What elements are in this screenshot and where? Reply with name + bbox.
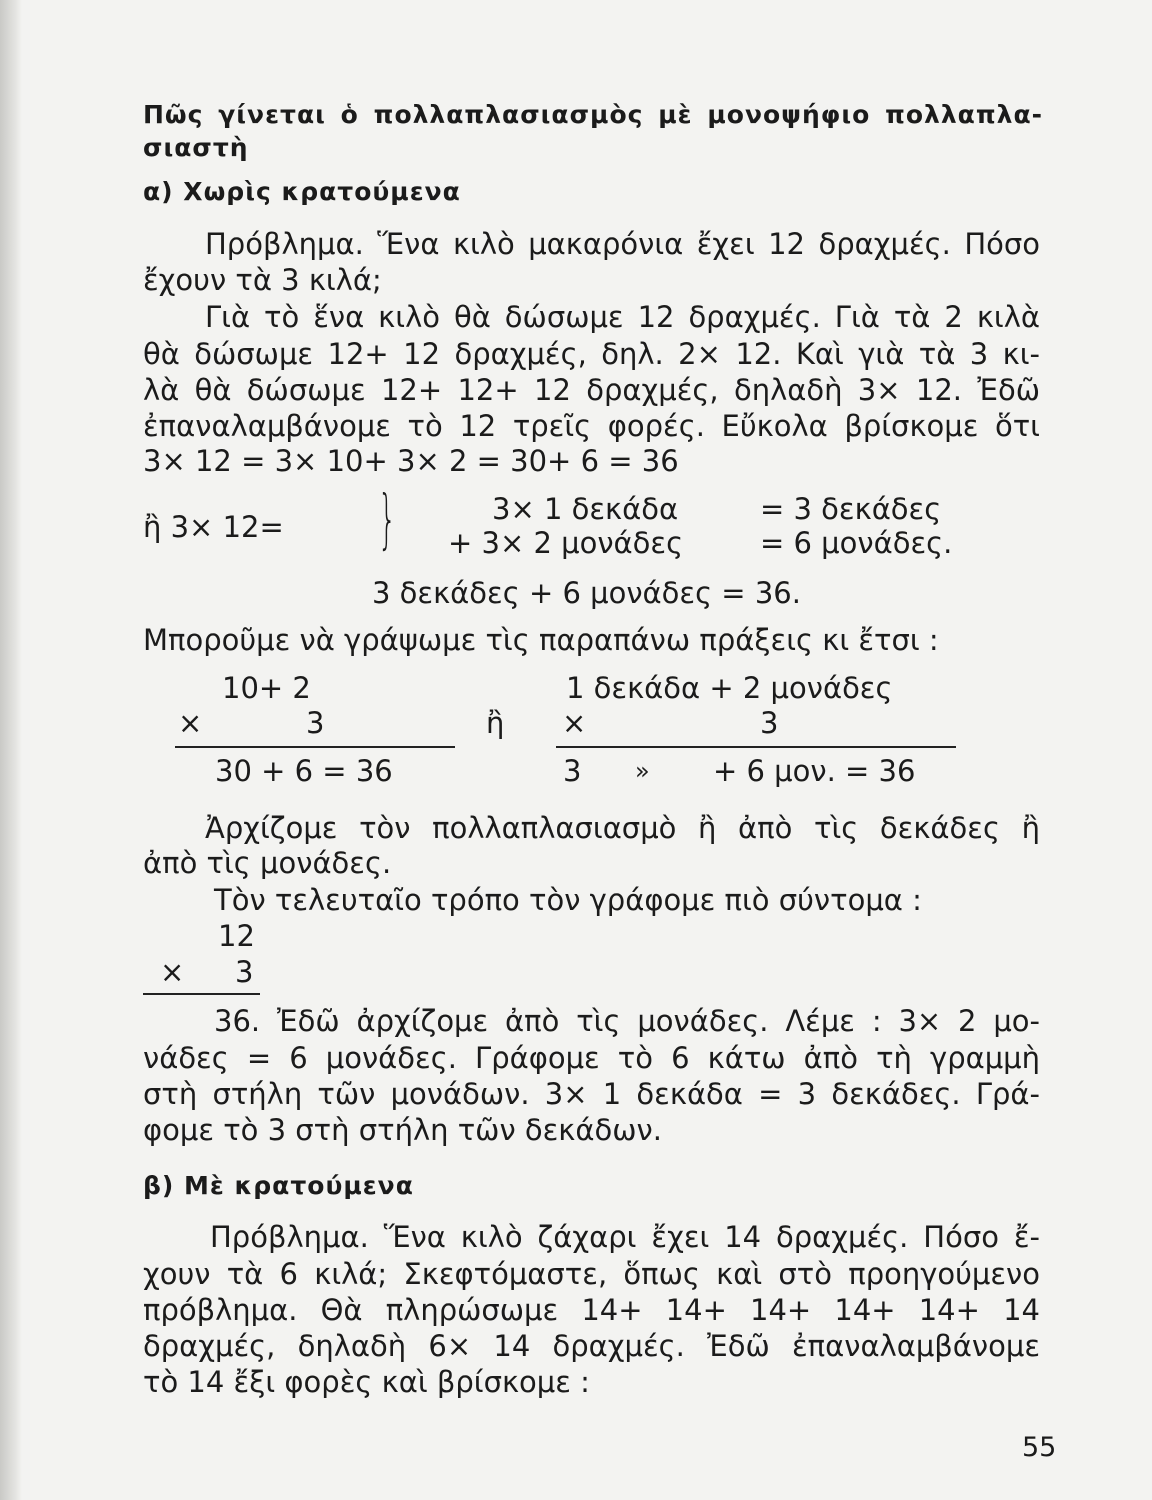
brace-symbol: } xyxy=(378,483,397,557)
short-form-intro: Τὸν τελευταῖο τρόπο τὸν γράφομε πιὸ σύντομα : xyxy=(214,883,922,917)
breakdown-row-2-expression: + 3× 2 μονάδες xyxy=(448,526,684,560)
short-form-rule xyxy=(143,993,260,995)
vertical-left-times-sign: × xyxy=(178,706,203,740)
short-form-explanation-line-2: νάδες = 6 μονάδες. Γράφομε τὸ 6 κάτω ἀπὸ τὴ γραμμὴ xyxy=(143,1041,1040,1075)
explanation-line-5: 3× 12 = 3× 10+ 3× 2 = 30+ 6 = 36 xyxy=(143,444,679,478)
short-form-top: 12 xyxy=(218,919,255,953)
problem-b-line-2: χουν τὰ 6 κιλά; Σκεφτόμαστε, ὅπως καὶ στὸ προηγούμενο xyxy=(143,1257,1040,1291)
short-form-explanation-line-4: φομε τὸ 3 στὴ στήλη τῶν δεκάδων. xyxy=(143,1113,662,1147)
vertical-left-multiplier: 3 xyxy=(306,706,325,740)
vertical-right-rule xyxy=(556,746,956,748)
problem-b-line-4: δραχμές, δηλαδὴ 6× 14 δραχμές. Ἐδῶ ἐπαναλαμβάνομε xyxy=(143,1329,1040,1363)
vertical-right-result-ditto: » xyxy=(635,757,650,785)
breakdown-row-1-expression: 3× 1 δεκάδα xyxy=(492,492,679,526)
problem-a-line-1: Πρόβλημα. Ἕνα κιλὸ μακαρόνια ἔχει 12 δραχμές. Πόσο xyxy=(205,227,1040,261)
breakdown-lhs: ἢ 3× 12= xyxy=(143,510,284,544)
or-word: ἢ xyxy=(486,706,505,740)
start-note-line-1: Ἀρχίζομε τὸν πολλαπλασιασμὸ ἢ ἀπὸ τὶς δεκάδες ἢ xyxy=(205,811,1040,845)
breakdown-row-1-result: = 3 δεκάδες xyxy=(760,492,942,526)
page-title-line-2: σιαστὴ xyxy=(143,133,249,162)
vertical-left-top: 10+ 2 xyxy=(222,671,311,705)
short-form-multiplier: 3 xyxy=(235,955,254,989)
vertical-left-rule xyxy=(175,746,455,748)
section-a-heading: α) Χωρὶς κρατούμενα xyxy=(143,177,461,206)
rewrite-intro: Μποροῦμε νὰ γράψωμε τὶς παραπάνω πράξεις κι ἔτσι : xyxy=(143,623,939,657)
start-note-line-2: ἀπὸ τὶς μονάδες. xyxy=(143,846,392,880)
short-form-explanation-line-1: 36. Ἐδῶ ἀρχίζομε ἀπὸ τὶς μονάδες. Λέμε : 3× 2 μο- xyxy=(214,1004,1040,1038)
explanation-line-1: Γιὰ τὸ ἕνα κιλὸ θὰ δώσωμε 12 δραχμές. Γιὰ τὰ 2 κιλὰ xyxy=(205,300,1040,334)
vertical-left-result: 30 + 6 = 36 xyxy=(215,754,393,788)
breakdown-total: 3 δεκάδες + 6 μονάδες = 36. xyxy=(372,576,801,610)
problem-b-line-1: Πρόβλημα. Ἕνα κιλὸ ζάχαρι ἔχει 14 δραχμές. Πόσο ἔ- xyxy=(210,1220,1040,1254)
explanation-line-3: λὰ θὰ δώσωμε 12+ 12+ 12 δραχμές, δηλαδὴ 3× 12. Ἐδῶ xyxy=(143,373,1040,407)
book-spine-shadow xyxy=(0,0,22,1500)
problem-b-line-5: τὸ 14 ἔξι φορὲς καὶ βρίσκομε : xyxy=(143,1365,590,1399)
explanation-line-4: ἐπαναλαμβάνομε τὸ 12 τρεῖς φορές. Εὔκολα βρίσκομε ὅτι xyxy=(143,409,1040,443)
problem-a-line-2: ἔχουν τὰ 3 κιλά; xyxy=(143,263,382,297)
vertical-right-result-left: 3 xyxy=(563,754,582,788)
vertical-right-times-sign: × xyxy=(562,706,587,740)
vertical-right-multiplier: 3 xyxy=(760,706,779,740)
vertical-right-result-right: + 6 μον. = 36 xyxy=(713,754,916,788)
breakdown-row-2-result: = 6 μονάδες. xyxy=(760,526,953,560)
explanation-line-2: θὰ δώσωμε 12+ 12 δραχμές, δηλ. 2× 12. Καὶ γιὰ τὰ 3 κι- xyxy=(143,337,1040,371)
section-b-heading: β) Μὲ κρατούμενα xyxy=(143,1171,414,1200)
short-form-explanation-line-3: στὴ στήλη τῶν μονάδων. 3× 1 δεκάδα = 3 δεκάδες. Γρά- xyxy=(143,1077,1040,1111)
page-title-line-1: Πῶς γίνεται ὁ πολλαπλασιασμὸς μὲ μονοψήφιο πολλαπλα- xyxy=(143,100,1043,129)
problem-b-line-3: πρόβλημα. Θὰ πληρώσωμε 14+ 14+ 14+ 14+ 14+ 14 xyxy=(143,1293,1040,1327)
short-form-times-sign: × xyxy=(160,955,185,989)
page-number: 55 xyxy=(1022,1432,1057,1463)
vertical-right-top: 1 δεκάδα + 2 μονάδες xyxy=(566,671,893,705)
